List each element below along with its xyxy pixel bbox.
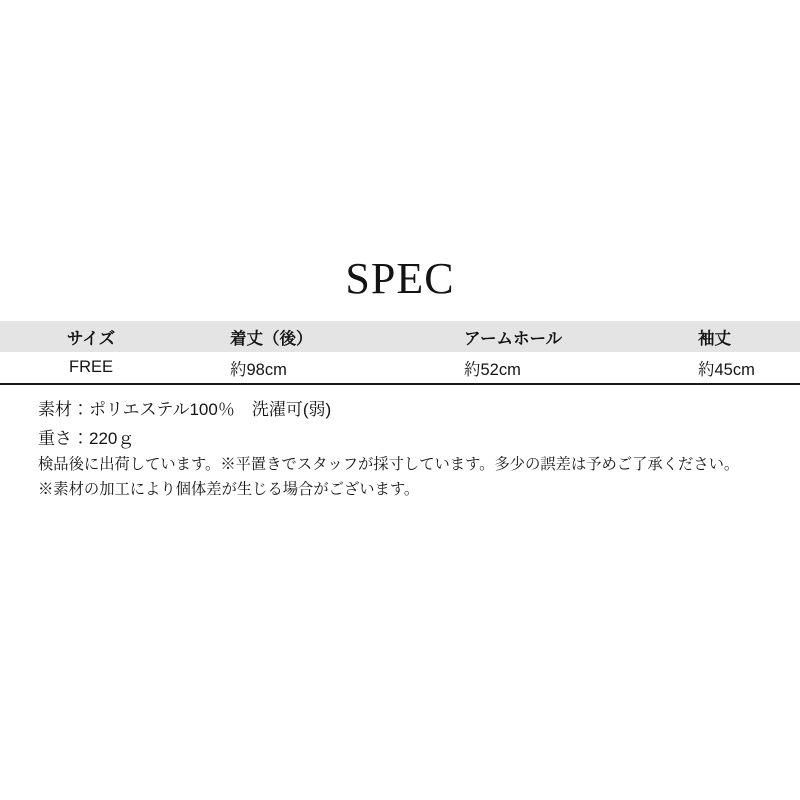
- cell-size: FREE: [0, 352, 182, 384]
- spec-section: [0, 255, 800, 503]
- note-variation: ※素材の加工により個体差が生じる場合がございます。: [38, 481, 420, 499]
- cell-armhole: 約52cm: [420, 352, 654, 384]
- cell-sleeve: 約45cm: [654, 352, 800, 384]
- spec-table-body: [0, 352, 800, 384]
- column-header-sleeve: 袖丈: [698, 329, 731, 348]
- note-material: 素材：ポリエステル100％ 洗濯可(弱): [38, 400, 332, 420]
- spec-table: [0, 321, 800, 385]
- spec-notes: [38, 385, 762, 503]
- page-title: SPEC: [345, 254, 455, 303]
- column-header-armhole: アームホール: [464, 329, 563, 348]
- note-inspection: 検品後に出荷しています。※平置きでスタッフが採寸しています。多少の誤差は予めご了承ください。: [38, 456, 740, 474]
- note-weight: 重さ：220ｇ: [38, 428, 135, 448]
- table-row: [0, 352, 800, 384]
- spec-table-head: [0, 321, 800, 352]
- column-header-size: サイズ: [66, 329, 116, 348]
- cell-body-length: 約98cm: [182, 352, 420, 384]
- column-header-body-length: 着丈（後）: [230, 329, 313, 348]
- table-header-row: [0, 321, 800, 352]
